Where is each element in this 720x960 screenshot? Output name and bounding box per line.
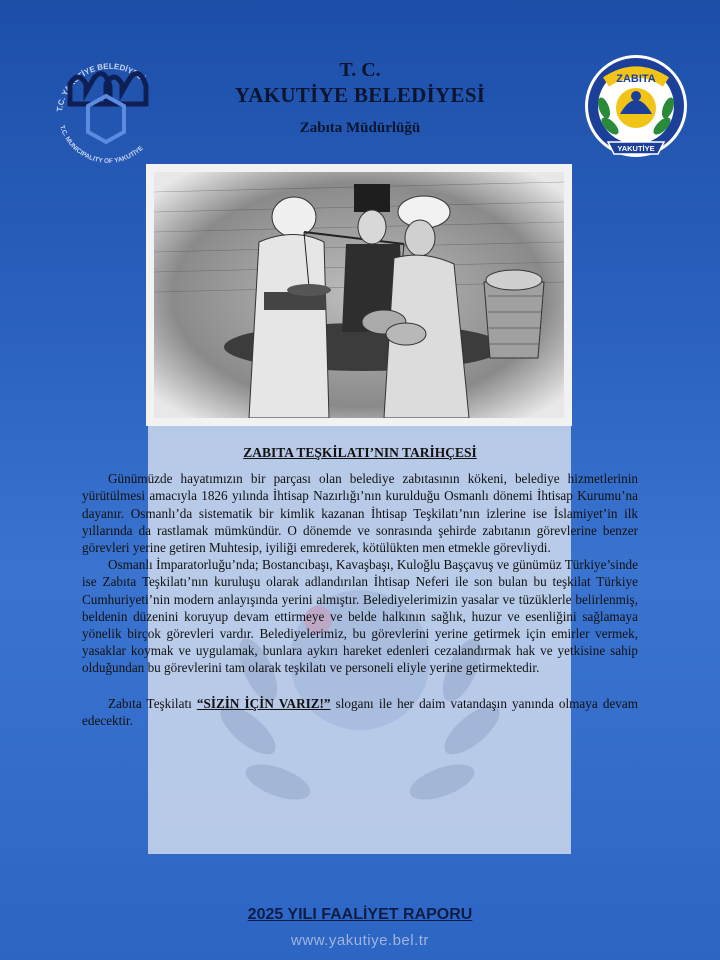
- page-header: [170, 58, 550, 137]
- website-link[interactable]: www.yakutiye.bel.tr: [291, 932, 429, 949]
- header-department: Zabıta Müdürlüğü: [299, 120, 421, 136]
- ottoman-market-inspectors-engraving: [146, 164, 572, 426]
- article-title: ZABITA TEŞKİLATI’NIN TARİHÇESİ: [243, 445, 477, 460]
- article: [82, 444, 638, 729]
- badge-bottom-text: YAKUTİYE: [617, 144, 655, 153]
- svg-text:T.C. MUNICIPALITY OF YAKUTİYE: [58, 125, 145, 165]
- article-paragraph-1: Günümüzde hayatımızın bir parçası olan belediye zabıtasının kökeni, belediye hizmetlerinin yürütülmesi amacıyla 1826 yılında İhtisap Nazırlığı’nın kurulduğu Osmanlı dönemi İhtisap Kurumu’na dayanır. Osmanlı’da sistematik bir kimlik kazanan İhtisap Teşkilatı’nın izlerine ise İslamiyet’in ilk yıllarında da rastlamak mümkündür. O dönemde ve sonrasında şehirde zabıtanın görevlerine benzer görevleri yerine getiren Muhtesip, iyiliği emrederek, kötülükten men etmekle görevliydi.: [82, 471, 638, 556]
- slogan-text: “SİZİN İÇİN VARIZ!”: [196, 695, 331, 711]
- zabita-badge-icon: [582, 52, 690, 164]
- seal-arc-bottom-text: T.C. MUNICIPALITY OF YAKUTİYE: [58, 124, 145, 165]
- report-title: 2025 YILI FAALİYET RAPORU: [247, 906, 473, 923]
- municipality-seal-icon: [48, 42, 168, 167]
- header-municipality-name: YAKUTİYE BELEDİYESİ: [234, 83, 486, 107]
- badge-top-text: ZABITA: [616, 73, 656, 85]
- seal-arc-top-text: T.C. YAKUTİYE BELEDİYESİ: [55, 61, 147, 113]
- paragraph-3-tail: sloganı ile her daim vatandaşın yanında olmaya devam edecektir.: [82, 695, 638, 728]
- article-paragraph-3: [82, 695, 638, 729]
- article-paragraph-2: Osmanlı İmparatorluğu’nda; Bostancıbaşı, Kavaşbaşı, Kuloğlu Başçavuş ve günümüz Türkiye’sinde ise Zabıta Teşkilatı’nın kuruluşu olarak adlandırılan İhtisap Neferi ile son bulan bu teşkilat Türkiye Cumhuriyeti’nin modern anlayışında yerini almıştır. Belediyelerimizin yasalar ve tüzüklerle belirlenmiş, beldenin düzenini koruyup devam ettirmeye ve belde halkının sağlık, huzur ve esenliğini sağlamaya yönelik birçok görevleri vardır. Belediyelerimiz, bu görevlerini yerine getirmek için emirler vermek, yasaklar koymak ve uygulamak, bunlara aykırı hareket edenleri cezalandırmak hak ve yetkisine sahip olduğundan bu görevlerini tam olarak teşkilatı ve personeli eliyle yerine getirmektedir.: [82, 557, 638, 676]
- header-line-tc: T. C.: [339, 59, 381, 81]
- paragraph-3-lead: Zabıta Teşkilatı: [108, 695, 197, 711]
